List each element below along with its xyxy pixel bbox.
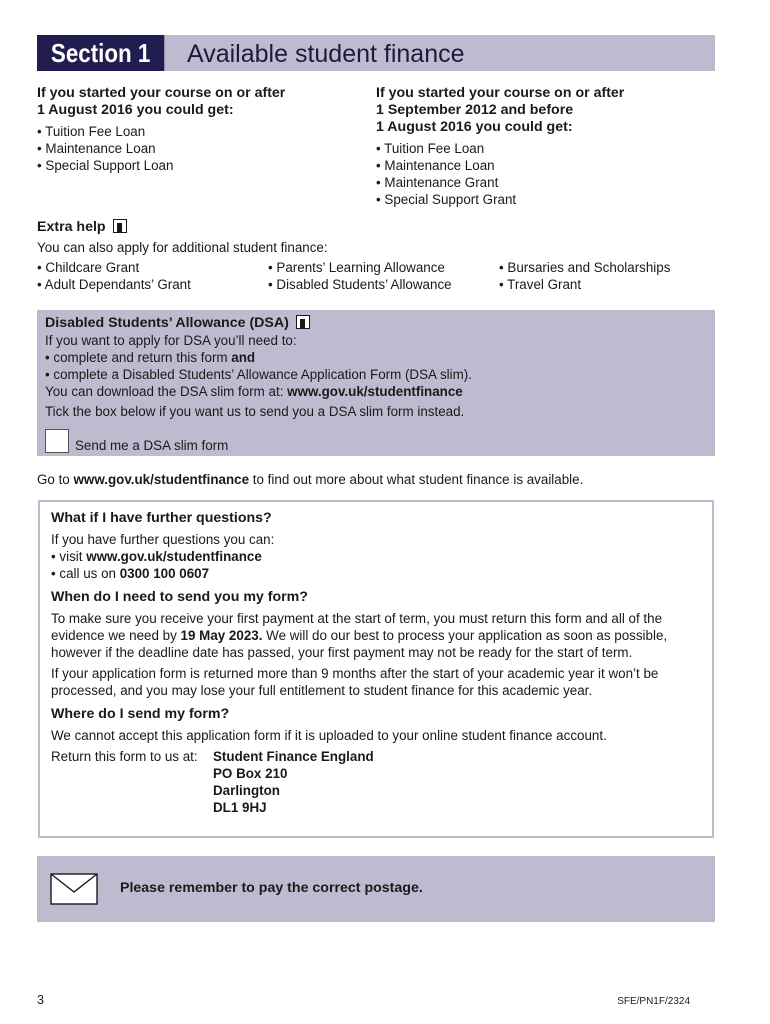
info-line: Go to www.gov.uk/studentfinance to find out more about what student finance is available. xyxy=(37,472,584,487)
postage-reminder xyxy=(37,856,715,922)
deadline-date: 19 May 2023. xyxy=(180,628,263,643)
dsa-text: You can download the DSA slim form at: www.gov.uk/studentfinance xyxy=(45,384,463,399)
section-title: Available student finance xyxy=(187,40,465,68)
list-item: • Maintenance Grant xyxy=(376,175,499,190)
list-item: • Special Support Grant xyxy=(376,192,517,207)
eligibility-after-2016 xyxy=(37,85,357,174)
page-number: 3 xyxy=(37,993,44,1007)
question-text: • call us on 0300 100 0607 xyxy=(51,566,210,581)
return-label: Return this form to us at: xyxy=(51,749,198,764)
dsa-panel xyxy=(37,310,715,456)
phone-number: 0300 100 0607 xyxy=(119,566,210,581)
list-item: • Bursaries and Scholarships xyxy=(499,260,671,275)
information-icon xyxy=(113,219,127,233)
dsa-link[interactable]: www.gov.uk/studentfinance xyxy=(287,384,463,399)
question-text: To make sure you receive your first payment at the start of term, you must return this form and all of the evidence we need by 19 May 2023. We will do our best to process your application as soon as possible, however if the deadline date has passed, your first payment may not be ready for the start of term. xyxy=(51,611,668,660)
address-lines: Student Finance England PO Box 210 Darlington DL1 9HJ xyxy=(213,749,374,815)
list-item: • Tuition Fee Loan xyxy=(37,124,146,139)
extra-help-heading: Extra help xyxy=(37,219,717,236)
form-code: SFE/PN1F/2324 xyxy=(617,996,690,1007)
list-item: • Parents’ Learning Allowance xyxy=(268,260,445,275)
dsa-heading: Disabled Students’ Allowance (DSA) xyxy=(45,315,705,332)
list-item: • Disabled Students’ Allowance xyxy=(268,277,452,292)
question-heading: When do I need to send you my form? xyxy=(51,589,308,605)
list-item: • Special Support Loan xyxy=(37,158,174,173)
questions-box xyxy=(38,500,714,838)
postage-text: Please remember to pay the correct postage. xyxy=(120,880,423,896)
section-label: Section 1 xyxy=(37,35,164,71)
dsa-text: Tick the box below if you want us to send you a DSA slim form instead. xyxy=(45,404,465,419)
list-item: • Maintenance Loan xyxy=(376,158,495,173)
student-finance-link[interactable]: www.gov.uk/studentfinance xyxy=(73,472,250,487)
dsa-text: • complete a Disabled Students’ Allowance Application Form (DSA slim). xyxy=(45,367,472,382)
question-text: • visit www.gov.uk/studentfinance xyxy=(51,549,262,564)
question-text: We cannot accept this application form if it is uploaded to your online student finance account. xyxy=(51,728,607,743)
envelope-icon xyxy=(50,873,98,905)
extra-help-list xyxy=(37,259,717,293)
eligibility-heading: If you started your course on or after 1 August 2016 you could get: xyxy=(37,85,286,118)
list-item: • Maintenance Loan xyxy=(37,141,156,156)
dsa-slim-checkbox[interactable] xyxy=(45,429,69,453)
list-item: • Adult Dependants’ Grant xyxy=(37,277,191,292)
list-item: • Childcare Grant xyxy=(37,260,140,275)
question-heading: What if I have further questions? xyxy=(51,510,272,526)
student-finance-link[interactable]: www.gov.uk/studentfinance xyxy=(86,549,262,564)
list-item: • Travel Grant xyxy=(499,277,582,292)
extra-help-section xyxy=(37,219,717,293)
information-icon xyxy=(296,315,310,329)
checkbox-label: Send me a DSA slim form xyxy=(75,438,229,453)
dsa-text: • complete and return this form and xyxy=(45,350,256,365)
eligibility-2012-2016 xyxy=(376,85,696,208)
eligibility-heading: If you started your course on or after 1 September 2012 and before 1 August 2016 you could get: xyxy=(376,85,625,135)
question-text: If you have further questions you can: xyxy=(51,532,275,547)
question-heading: Where do I send my form? xyxy=(51,706,230,722)
list-item: • Tuition Fee Loan xyxy=(376,141,485,156)
question-text: If your application form is returned more than 9 months after the start of your academic year it won’t be processed, and you may lose your full entitlement to student finance for this academic year. xyxy=(51,666,659,698)
extra-help-intro: You can also apply for additional student finance: xyxy=(37,240,328,255)
dsa-text: If you want to apply for DSA you’ll need to: xyxy=(45,333,297,348)
return-address xyxy=(51,748,701,816)
section-header xyxy=(37,35,715,71)
